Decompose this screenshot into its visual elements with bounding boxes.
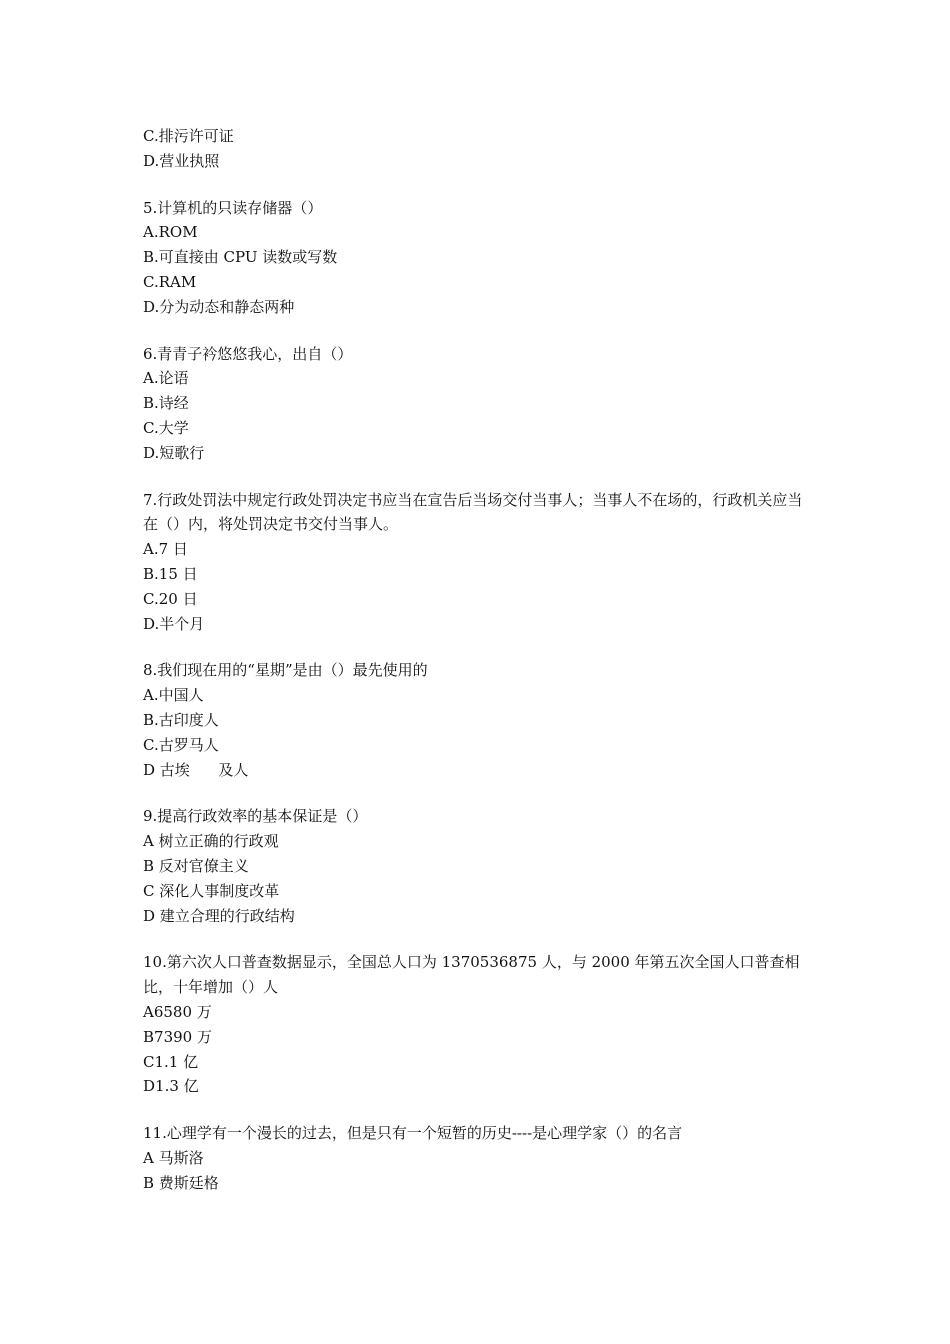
option: B.古印度人 xyxy=(143,710,219,729)
option: A.中国人 xyxy=(143,686,204,705)
option: A.论语 xyxy=(143,369,189,388)
option: B7390 万 xyxy=(143,1027,212,1046)
option: C1.1 亿 xyxy=(143,1052,199,1071)
question-10 xyxy=(143,950,808,1099)
question-4-continued xyxy=(143,124,808,174)
option: D.短歌行 xyxy=(143,443,205,462)
option: B 反对官僚主义 xyxy=(143,856,249,875)
option: C.RAM xyxy=(143,272,197,291)
question-stem: 5.计算机的只读存储器（） xyxy=(143,198,323,217)
option: C.大学 xyxy=(143,418,189,437)
option: C.20 日 xyxy=(143,589,198,608)
question-9 xyxy=(143,804,808,928)
option: C 深化人事制度改革 xyxy=(143,881,280,900)
question-stem: 10.第六次人口普查数据显示，全国总人口为 1370536875 人，与 2000 年第五次全国人口普查相比，十年增加（）人 xyxy=(143,953,800,997)
question-stem: 9.提高行政效率的基本保证是（） xyxy=(143,807,368,826)
option: D.分为动态和静态两种 xyxy=(143,297,295,316)
option: A.7 日 xyxy=(143,540,188,559)
question-6 xyxy=(143,342,808,466)
question-8 xyxy=(143,658,808,782)
option: A6580 万 xyxy=(143,1002,212,1021)
option: C.古罗马人 xyxy=(143,735,219,754)
option: D.半个月 xyxy=(143,614,205,633)
question-5 xyxy=(143,196,808,320)
document-body xyxy=(143,124,808,1195)
option: C.排污许可证 xyxy=(143,127,234,145)
question-stem: 6.青青子衿悠悠我心，出自（） xyxy=(143,344,353,363)
option: D 建立合理的行政结构 xyxy=(143,906,295,925)
option: B.可直接由 CPU 读数或写数 xyxy=(143,248,338,267)
question-stem: 8.我们现在用的“星期”是由（）最先使用的 xyxy=(143,661,428,680)
question-stem: 7.行政处罚法中规定行政处罚决定书应当在宣告后当场交付当事人；当事人不在场的，行政机关应当在（）内，将处罚决定书交付当事人。 xyxy=(143,490,803,534)
option: A 马斯洛 xyxy=(143,1148,204,1167)
option: B.诗经 xyxy=(143,394,189,413)
option: D.营业执照 xyxy=(143,151,220,170)
option: D 古埃 及人 xyxy=(143,760,249,779)
question-11 xyxy=(143,1121,808,1195)
question-7 xyxy=(143,488,808,637)
option: B 费斯廷格 xyxy=(143,1173,219,1192)
option: B.15 日 xyxy=(143,564,198,583)
option: D1.3 亿 xyxy=(143,1077,199,1096)
option: A.ROM xyxy=(143,223,198,242)
option: A 树立正确的行政观 xyxy=(143,832,279,851)
question-stem: 11.心理学有一个漫长的过去，但是只有一个短暂的历史----是心理学家（）的名言 xyxy=(143,1124,683,1143)
